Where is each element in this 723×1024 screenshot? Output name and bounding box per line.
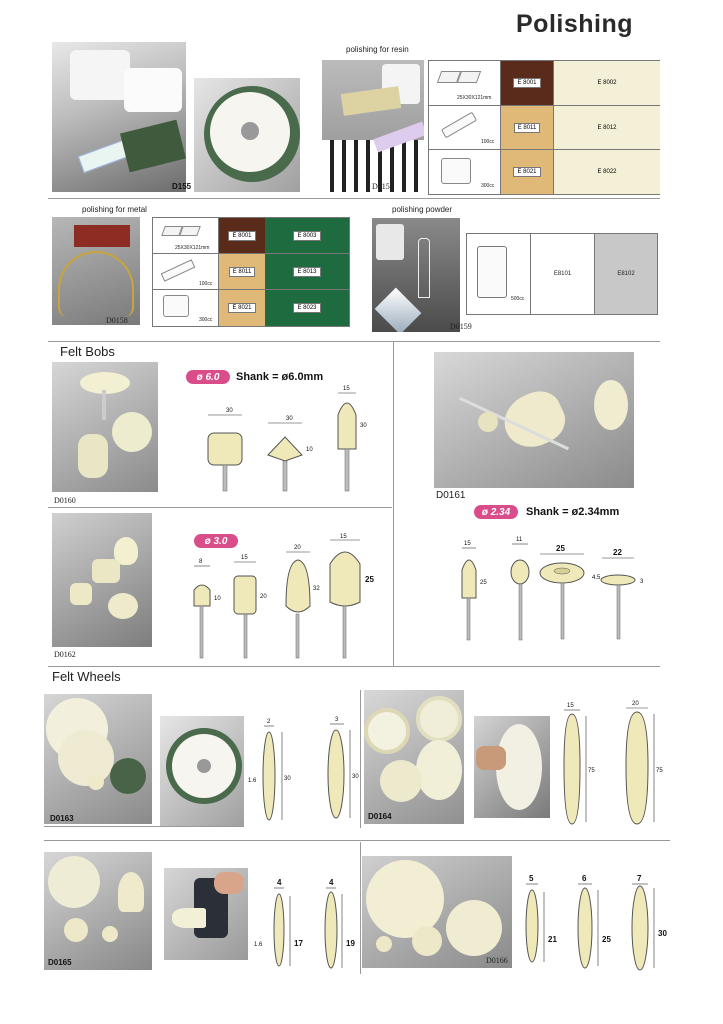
dim-label: 25 (556, 544, 565, 553)
divider (48, 341, 660, 342)
felt-wide-wheel (626, 712, 648, 824)
felt-egg (286, 560, 310, 612)
shank-rod (345, 449, 349, 491)
divider (360, 690, 361, 828)
dim-label: 30 (352, 774, 359, 780)
felt-bobs-title: Felt Bobs (60, 344, 115, 359)
powder-code-e8102: E8102 (595, 234, 657, 314)
dim-label: 30 (284, 776, 291, 782)
metal-dim-3: 300cc (199, 317, 213, 323)
photo-code-d0165: D0165 (48, 958, 72, 967)
photo-code-d0163: D0163 (50, 814, 74, 823)
resin-polishing-photo (322, 60, 424, 192)
felt-cone-disc (268, 437, 302, 461)
dim-label: 8 (199, 559, 203, 565)
shank-rod (283, 461, 287, 491)
felt-wheel-on-tool-photo (160, 716, 244, 826)
resin-code-e8012: E 8012 (597, 124, 617, 131)
divider (44, 826, 244, 827)
metal-dim-1: 25X30X121mm (175, 245, 210, 251)
felt-wheels-title: Felt Wheels (52, 669, 121, 684)
felt-ball (511, 560, 529, 584)
shank-6-label: Shank = ø6.0mm (236, 371, 324, 383)
felt-wheel-side (274, 894, 284, 966)
shank-234-label: Shank = ø2.34mm (526, 506, 620, 518)
resin-code-e8021: E 8021 (513, 167, 540, 177)
resin-code-e8002: E 8002 (597, 80, 617, 86)
page-title: Polishing (516, 10, 633, 38)
photo-code-d0162: D0162 (54, 650, 76, 659)
dim-label: 75 (588, 768, 595, 774)
felt-wheels-photo-d0165 (44, 852, 152, 970)
dim-label: 4 (277, 878, 282, 887)
dim-label: 22 (613, 548, 622, 557)
photo-code-d0161: D0161 (436, 490, 466, 501)
shank-3-badge: ø 3.0 (194, 534, 238, 548)
dim-label: 11 (516, 537, 523, 543)
shank-rod (244, 614, 247, 658)
dim-label: 15 (340, 534, 347, 540)
dim-label: 19 (346, 939, 355, 948)
felt-wheel-side (325, 892, 337, 968)
felt-wheel-hub (554, 568, 570, 574)
dim-label: 75 (656, 768, 663, 774)
dim-label: 7 (637, 874, 642, 883)
felt-wheel-side (526, 890, 538, 962)
photo-code-d0157: D0157 (372, 182, 394, 191)
felt-wheels-photo-d0164 (364, 690, 464, 824)
shank-rod (343, 606, 346, 658)
felt-wheels-d0166-drawings (516, 874, 676, 972)
felt-small-bob (194, 585, 210, 606)
resin-section-title: polishing for resin (346, 45, 409, 54)
dim-label: 30 (658, 929, 667, 938)
photo-code-d155: D155 (172, 182, 192, 191)
metal-section-title: polishing for metal (82, 205, 147, 214)
divider (393, 342, 394, 666)
resin-product-table (428, 60, 660, 195)
dim-label: 17 (294, 939, 303, 948)
dim-label: 1.6 (248, 778, 257, 784)
polishing-compound-photo (52, 42, 186, 192)
dim-label: 25 (602, 935, 611, 944)
photo-code-d0160: D0160 (54, 496, 76, 505)
divider (48, 507, 392, 508)
dim-label: 21 (548, 935, 557, 944)
shank-rod (519, 584, 522, 640)
divider (48, 198, 660, 199)
dim-label: 4.5 (592, 575, 601, 581)
resin-dim-3: 300cc (481, 183, 495, 189)
shank-rod (561, 583, 564, 639)
shank-rod (296, 614, 299, 658)
felt-bobs-photo-d0160 (52, 362, 158, 492)
shank-rod (200, 606, 203, 658)
dim-label: 15 (343, 386, 350, 392)
felt-bobs-6mm-drawings (198, 385, 368, 495)
photo-code-d0159: D0159 (450, 322, 472, 331)
polishing-powder-photo (372, 218, 460, 332)
metal-code-e8011: E 8011 (229, 267, 256, 277)
dim-label: 32 (313, 586, 320, 592)
dim-label: 6 (582, 874, 587, 883)
photo-code-d0164: D0164 (368, 812, 392, 821)
dim-label: 1.6 (254, 942, 263, 948)
metal-code-e8001: E 8001 (228, 231, 255, 241)
resin-dim-1: 25X30X121mm (457, 95, 492, 101)
polishing-wheel-photo (194, 78, 300, 192)
felt-bullet (330, 552, 360, 606)
dim-label: 15 (567, 703, 574, 709)
felt-bobs-photo-d0161 (434, 352, 634, 488)
felt-bob-in-handpiece-photo (164, 868, 248, 960)
photo-code-d0166: D0166 (486, 956, 508, 965)
photo-code-d0158: D0158 (106, 316, 128, 325)
felt-wheel-side (328, 730, 344, 818)
felt-wheels-photo-d0166 (362, 856, 512, 968)
metal-code-e8013: E 8013 (293, 267, 320, 277)
dim-label: 3 (640, 579, 644, 585)
resin-code-e8011: E 8011 (514, 123, 541, 133)
metal-polishing-photo (52, 217, 140, 325)
felt-wheel-side (263, 732, 275, 820)
dim-label: 15 (241, 555, 248, 561)
dim-label: 25 (480, 580, 487, 586)
shank-6-badge: ø 6.0 (186, 370, 230, 384)
felt-cylinder (208, 433, 242, 465)
felt-wheels-d0163-drawings (248, 718, 360, 822)
powder-product-table (466, 233, 658, 315)
dim-label: 20 (294, 545, 301, 551)
shank-rod (467, 598, 470, 640)
dim-label: 30 (286, 416, 293, 422)
felt-wheel-side (632, 886, 648, 970)
resin-dim-2: 100cc (481, 139, 495, 145)
divider (44, 840, 670, 841)
dim-label: 30 (360, 423, 367, 429)
felt-wheel-grinder-photo (474, 716, 550, 818)
divider (48, 666, 660, 667)
dim-label: 5 (529, 874, 534, 883)
felt-wheels-d0164-drawings (554, 701, 674, 828)
dim-label: 25 (365, 575, 374, 584)
felt-wheel-side (578, 888, 592, 968)
metal-code-e8003: E 8003 (293, 231, 320, 241)
dim-label: 20 (632, 701, 639, 707)
felt-bullet (462, 560, 476, 598)
felt-wheels-photo-d0163 (44, 694, 152, 824)
dim-label: 3 (335, 717, 339, 723)
felt-bullet (338, 403, 356, 449)
metal-code-e8023: E 8023 (293, 303, 320, 313)
felt-thin-wheel (601, 575, 635, 585)
metal-product-table (152, 217, 350, 327)
shank-rod (223, 465, 227, 491)
powder-code-e8101: E8101 (531, 234, 595, 314)
dim-label: 10 (214, 596, 221, 602)
dim-label: 15 (464, 541, 471, 547)
dim-label: 4 (329, 878, 334, 887)
felt-cylinder (234, 576, 256, 614)
dim-label: 30 (226, 408, 233, 414)
dim-label: 20 (260, 594, 267, 600)
metal-dim-2: 100cc (199, 281, 213, 287)
felt-wheels-d0165-drawings (252, 878, 362, 970)
felt-bobs-234mm-drawings (452, 528, 662, 643)
felt-bobs-photo-d0162 (52, 513, 152, 647)
powder-dim: 500cc (511, 296, 525, 302)
dim-label: 10 (306, 447, 313, 453)
felt-wide-wheel (564, 714, 580, 824)
resin-code-e8001: E 8001 (513, 78, 540, 88)
shank-rod (617, 585, 620, 639)
dim-label: 2 (267, 719, 271, 725)
metal-code-e8021: E 8021 (228, 303, 255, 313)
shank-234-badge: ø 2.34 (474, 505, 518, 519)
powder-section-title: polishing powder (392, 205, 453, 214)
resin-code-e8022: E 8022 (597, 169, 617, 175)
